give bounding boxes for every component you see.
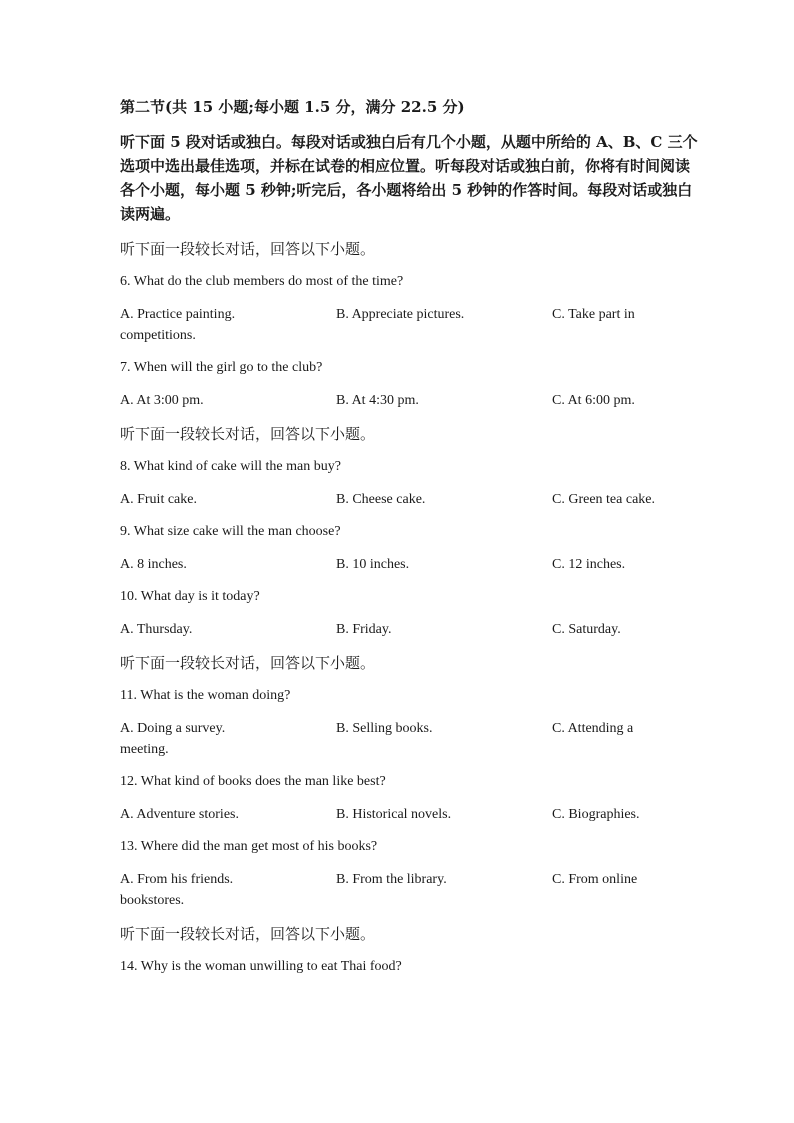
dialog-heading: 听下面一段较长对话，回答以下小题。 xyxy=(120,425,376,443)
option-c[interactable]: C. From online xyxy=(552,872,638,887)
option-a[interactable]: A. At 3:00 pm. xyxy=(120,393,204,408)
option-c[interactable]: C. Attending a xyxy=(552,721,634,736)
question-13: 13. Where did the man get most of his books? xyxy=(120,839,378,854)
option-b[interactable]: B. From the library. xyxy=(336,872,447,887)
option-c[interactable]: C. Green tea cake. xyxy=(552,492,655,507)
section-title: 第二节(共 15 小题;每小题 1.5 分，满分 22.5 分) xyxy=(120,98,465,116)
question-8: 8. What kind of cake will the man buy? xyxy=(120,459,341,474)
option-c[interactable]: C. 12 inches. xyxy=(552,557,626,572)
option-b[interactable]: B. Appreciate pictures. xyxy=(336,307,465,322)
options-8 xyxy=(120,489,700,510)
option-b[interactable]: B. Selling books. xyxy=(336,721,433,736)
exam-page xyxy=(120,96,700,989)
option-b[interactable]: B. Friday. xyxy=(336,622,392,637)
options-6 xyxy=(120,304,700,346)
option-a[interactable]: A. Thursday. xyxy=(120,622,193,637)
dialog-heading: 听下面一段较长对话，回答以下小题。 xyxy=(120,925,376,943)
question-6: 6. What do the club members do most of the time? xyxy=(120,274,404,289)
option-a[interactable]: A. Practice painting. xyxy=(120,307,236,322)
option-a[interactable]: A. Doing a survey. xyxy=(120,721,226,736)
question-11: 11. What is the woman doing? xyxy=(120,688,291,703)
question-9: 9. What size cake will the man choose? xyxy=(120,524,341,539)
options-10 xyxy=(120,619,700,640)
dialog-heading: 听下面一段较长对话，回答以下小题。 xyxy=(120,240,376,258)
option-c[interactable]: C. Take part in xyxy=(552,307,635,322)
question-10: 10. What day is it today? xyxy=(120,589,260,604)
option-a[interactable]: A. Adventure stories. xyxy=(120,807,239,822)
option-c-wrap: meeting. xyxy=(120,742,169,757)
option-b[interactable]: B. At 4:30 pm. xyxy=(336,393,419,408)
options-13 xyxy=(120,869,700,911)
option-a[interactable]: A. From his friends. xyxy=(120,872,234,887)
option-c-wrap: competitions. xyxy=(120,328,196,343)
options-11 xyxy=(120,718,700,760)
option-c[interactable]: C. Biographies. xyxy=(552,807,640,822)
section-instructions: 听下面 5 段对话或独白。每段对话或独白后有几个小题，从题中所给的 A、B、C 三个选项中选出最佳选项，并标在试卷的相应位置。听每段对话或独白前，你将有时间阅读各个小题，每小题 5 秒钟;听完后，各小题将给出 5 秒钟的作答时间。每段对话或独白读两遍。 xyxy=(120,133,698,223)
options-7 xyxy=(120,390,700,411)
question-14: 14. Why is the woman unwilling to eat Thai food? xyxy=(120,959,402,974)
question-7: 7. When will the girl go to the club? xyxy=(120,360,323,375)
option-b[interactable]: B. Cheese cake. xyxy=(336,492,426,507)
option-c[interactable]: C. Saturday. xyxy=(552,622,621,637)
options-12 xyxy=(120,804,700,825)
dialog-heading: 听下面一段较长对话，回答以下小题。 xyxy=(120,654,376,672)
option-c[interactable]: C. At 6:00 pm. xyxy=(552,393,635,408)
option-b[interactable]: B. 10 inches. xyxy=(336,557,410,572)
option-c-wrap: bookstores. xyxy=(120,893,185,908)
question-12: 12. What kind of books does the man like best? xyxy=(120,774,386,789)
options-9 xyxy=(120,554,700,575)
option-a[interactable]: A. 8 inches. xyxy=(120,557,187,572)
option-a[interactable]: A. Fruit cake. xyxy=(120,492,197,507)
option-b[interactable]: B. Historical novels. xyxy=(336,807,452,822)
